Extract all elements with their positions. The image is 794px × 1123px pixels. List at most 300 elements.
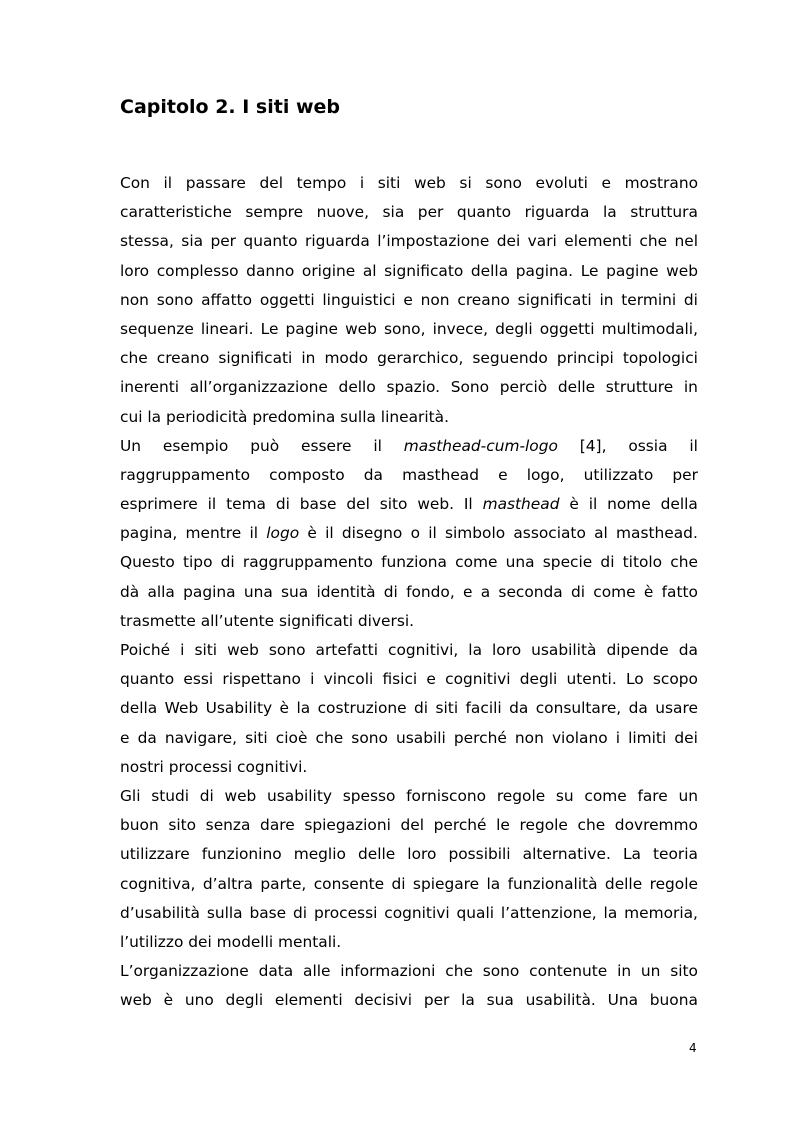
- word: sono,: [383, 319, 426, 338]
- chapter-title: Capitolo 2. I siti web: [120, 96, 341, 118]
- word: da: [137, 728, 157, 747]
- word: data: [258, 962, 294, 981]
- word: l’impostazione: [377, 232, 490, 251]
- word: usabili: [396, 728, 446, 747]
- word: significati: [218, 349, 293, 368]
- word: a: [480, 582, 491, 601]
- word: e: [463, 582, 473, 601]
- word: origine: [301, 261, 356, 280]
- word: L’organizzazione: [120, 962, 249, 981]
- text-line: [120, 724, 698, 753]
- word: usability: [267, 786, 332, 805]
- word: Con: [120, 174, 150, 192]
- word: del: [346, 495, 370, 514]
- word: web: [345, 319, 377, 338]
- word: per: [423, 991, 450, 1010]
- text-line: [120, 315, 698, 344]
- word: seguendo: [472, 349, 548, 368]
- word: cui la periodicità predomina sulla linearità.: [120, 407, 449, 426]
- word: siti: [435, 699, 459, 718]
- word: topologici: [622, 349, 698, 368]
- text-line: [120, 461, 698, 490]
- word: artefatti: [315, 641, 378, 659]
- word: buona: [649, 991, 698, 1010]
- word: in: [683, 378, 698, 397]
- word: il: [325, 524, 334, 543]
- word: e: [403, 290, 413, 309]
- word: cognitivi: [445, 670, 511, 689]
- word: utilizzare: [120, 845, 190, 864]
- word: regole: [649, 874, 698, 893]
- word: perché: [433, 816, 487, 835]
- word: consente: [313, 874, 385, 893]
- word: sua: [281, 582, 309, 601]
- word: navigare,: [164, 728, 237, 747]
- word: di: [199, 786, 214, 805]
- page-number: 4: [689, 1041, 697, 1055]
- word: la: [602, 203, 617, 222]
- word: oggetti: [259, 290, 315, 309]
- word: che: [315, 728, 344, 747]
- word: Le: [580, 261, 599, 280]
- word: web.: [417, 495, 455, 514]
- word: buon: [120, 816, 159, 835]
- word: loro: [407, 845, 437, 864]
- word: contenute: [529, 962, 608, 981]
- word: sequenze: [120, 319, 194, 338]
- word: tema: [226, 495, 266, 514]
- text-line: [120, 198, 698, 227]
- text-line: [120, 578, 698, 607]
- word: è: [163, 991, 174, 1010]
- word: stessa,: [120, 232, 174, 251]
- word: da: [509, 699, 529, 718]
- word: esempio: [162, 436, 229, 455]
- word: i: [310, 670, 315, 689]
- word: al: [362, 261, 377, 280]
- word: Usability: [205, 699, 273, 718]
- word: pagina: [183, 582, 236, 601]
- word: pagine: [285, 319, 338, 338]
- word: dare: [260, 816, 295, 835]
- word: del: [259, 174, 283, 192]
- word: Il: [463, 495, 473, 514]
- word: su: [555, 786, 574, 805]
- word: significato: [384, 261, 464, 280]
- word: specie: [542, 553, 593, 572]
- word: spiegazioni: [304, 816, 391, 835]
- word: teoria: [653, 845, 698, 864]
- word: nel: [674, 232, 698, 251]
- word: nuove,: [316, 203, 369, 222]
- word: sito: [379, 495, 408, 514]
- word: alternative.: [522, 845, 611, 864]
- word: delle: [557, 378, 596, 397]
- word: creano: [156, 349, 210, 368]
- word: Gli: [120, 786, 141, 805]
- word: degli: [225, 991, 264, 1010]
- word: identità: [316, 582, 376, 601]
- word: cioè: [275, 728, 308, 747]
- word: pagina.: [515, 261, 574, 280]
- word: delle: [604, 874, 643, 893]
- word: e: [426, 670, 436, 689]
- word: spazio.: [386, 378, 441, 397]
- word: vari: [527, 232, 557, 251]
- word: siti: [377, 174, 401, 192]
- word: sia: [181, 232, 204, 251]
- word: sito: [670, 962, 698, 981]
- word: usabilità: [531, 641, 597, 659]
- word: il: [689, 436, 698, 455]
- text-line: [120, 870, 698, 899]
- word: in: [599, 290, 614, 309]
- word: d’altra: [202, 874, 253, 893]
- text-line: [120, 694, 698, 723]
- word: fondo,: [406, 582, 455, 601]
- word: processi: [313, 903, 378, 922]
- word: della: [660, 495, 698, 514]
- word: base: [249, 903, 287, 922]
- word: sono: [485, 174, 522, 192]
- word: disegno: [341, 524, 403, 543]
- word: in: [617, 962, 632, 981]
- word: degli: [519, 670, 558, 689]
- word: per: [210, 232, 237, 251]
- word: regole: [496, 786, 546, 805]
- word: alle: [303, 962, 331, 981]
- word: dipende: [606, 641, 669, 659]
- word: sia: [382, 203, 405, 222]
- word: che: [445, 962, 473, 981]
- text-line: [120, 986, 698, 1015]
- text-line: [120, 811, 698, 840]
- word: perché: [453, 728, 507, 747]
- text-line: [120, 607, 698, 636]
- word: sempre: [245, 203, 304, 222]
- word: rispettano: [222, 670, 301, 689]
- word: composto: [269, 465, 345, 484]
- word: quali: [456, 903, 495, 922]
- word: nome: [607, 495, 651, 514]
- text-line: [120, 373, 698, 402]
- text-line: [120, 519, 698, 548]
- word: meglio: [293, 845, 346, 864]
- word: il: [588, 495, 598, 514]
- word: da: [363, 465, 383, 484]
- word: alla: [147, 582, 175, 601]
- word: che: [120, 349, 148, 368]
- word: associato: [513, 524, 586, 543]
- word: La: [622, 845, 641, 864]
- word: di: [293, 903, 308, 922]
- word: web: [666, 261, 698, 280]
- word: i: [180, 641, 185, 659]
- word: il: [163, 174, 173, 192]
- word: del: [400, 816, 424, 835]
- text-line: [120, 928, 698, 957]
- word: evoluti: [535, 174, 588, 192]
- word: la: [468, 641, 483, 659]
- word: della: [120, 699, 158, 718]
- text-line: [120, 286, 698, 315]
- word: dei: [496, 232, 521, 251]
- word: di: [391, 874, 406, 893]
- word: di: [683, 290, 698, 309]
- word: non: [514, 728, 544, 747]
- word: senza: [205, 816, 251, 835]
- word: web: [120, 991, 152, 1010]
- word: masthead: [482, 495, 560, 514]
- word: caratteristiche: [120, 203, 232, 222]
- word: un: [678, 786, 698, 805]
- word: mentre: [185, 524, 242, 543]
- word: creano: [457, 290, 510, 309]
- text-line: [120, 257, 698, 286]
- word: base: [299, 495, 337, 514]
- word: come: [593, 582, 636, 601]
- word: pagine: [606, 261, 659, 280]
- word: pagina,: [120, 524, 178, 543]
- word: vincoli: [323, 670, 374, 689]
- word: tipo: [182, 553, 213, 572]
- word: la: [486, 874, 501, 893]
- word: è: [307, 524, 317, 543]
- word: [4],: [579, 436, 607, 455]
- word: loro: [120, 261, 150, 280]
- word: limiti: [628, 728, 667, 747]
- word: il: [207, 495, 217, 514]
- word: sono: [268, 641, 306, 659]
- word: raggruppamento: [120, 465, 251, 484]
- word: tempo: [296, 174, 347, 192]
- word: di: [275, 495, 290, 514]
- word: quanto: [243, 232, 298, 251]
- word: Poiché: [120, 641, 171, 659]
- word: Web: [164, 699, 199, 718]
- word: scopo: [652, 670, 698, 689]
- word: loro: [492, 641, 522, 659]
- word: per: [417, 203, 444, 222]
- word: affatto: [201, 290, 253, 309]
- word: mostrano: [624, 174, 698, 192]
- word: termini: [621, 290, 677, 309]
- word: i: [615, 728, 621, 747]
- word: web: [413, 174, 446, 192]
- word: utenti.: [566, 670, 617, 689]
- word: al: [594, 524, 608, 543]
- word: funziona: [381, 553, 447, 572]
- word: elementi: [564, 232, 632, 251]
- word: violano: [551, 728, 608, 747]
- word: memoria,: [624, 903, 698, 922]
- word: multimodali,: [601, 319, 698, 338]
- word: Lo: [625, 670, 644, 689]
- body-text: [120, 169, 698, 1015]
- word: spesso: [342, 786, 396, 805]
- text-line: [120, 957, 698, 986]
- text-line: [120, 403, 698, 432]
- text-line: [120, 227, 698, 256]
- text-line: [120, 753, 698, 782]
- word: e: [498, 465, 508, 484]
- word: che: [670, 553, 698, 572]
- word: una: [243, 582, 273, 601]
- word: spiegare: [412, 874, 480, 893]
- word: la: [461, 991, 475, 1010]
- word: come: [584, 786, 627, 805]
- word: fatto: [661, 582, 698, 601]
- word: riguarda: [524, 203, 590, 222]
- word: web: [224, 786, 257, 805]
- word: elementi: [274, 991, 343, 1010]
- word: è: [279, 699, 290, 718]
- word: sono: [351, 728, 388, 747]
- word: web: [227, 641, 259, 659]
- word: uno: [184, 991, 214, 1010]
- word: per: [672, 465, 698, 484]
- word: inerenti: [120, 378, 180, 397]
- text-line: [120, 636, 698, 665]
- word: le: [496, 816, 510, 835]
- word: che: [577, 816, 606, 835]
- word: quanto: [456, 203, 512, 222]
- text-line: [120, 432, 698, 461]
- word: è: [643, 582, 654, 601]
- word: usabilità.: [525, 991, 596, 1010]
- word: danno: [246, 261, 295, 280]
- text-line: [120, 899, 698, 928]
- word: informazioni: [340, 962, 436, 981]
- word: studi: [151, 786, 190, 805]
- word: invece,: [432, 319, 488, 338]
- word: in: [301, 349, 316, 368]
- word: può: [250, 436, 280, 455]
- word: il: [249, 524, 259, 543]
- word: dei: [674, 728, 698, 747]
- text-line: [120, 169, 698, 198]
- word: utilizzato: [583, 465, 654, 484]
- word: si: [459, 174, 472, 192]
- word: facili: [465, 699, 502, 718]
- word: delle: [357, 845, 396, 864]
- word: costruzione: [317, 699, 407, 718]
- word: essi: [183, 670, 214, 689]
- word: funzionino: [201, 845, 282, 864]
- word: Un: [120, 436, 142, 455]
- word: la: [296, 699, 311, 718]
- word: strutture: [605, 378, 674, 397]
- word: regole: [519, 816, 568, 835]
- word: struttura: [630, 203, 698, 222]
- word: quanto: [120, 670, 175, 689]
- word: da: [678, 641, 698, 659]
- text-line: [120, 840, 698, 869]
- word: Una: [607, 991, 639, 1010]
- word: dovremmo: [614, 816, 698, 835]
- word: non: [420, 290, 450, 309]
- word: linguistici: [322, 290, 396, 309]
- word: siti: [194, 641, 218, 659]
- word: perciò: [499, 378, 548, 397]
- word: l’attenzione,: [500, 903, 597, 922]
- text-line: [120, 490, 698, 519]
- word: logo: [266, 524, 300, 543]
- word: decisivi: [354, 991, 413, 1010]
- word: da: [628, 699, 648, 718]
- word: masthead: [402, 465, 479, 484]
- text-line: [120, 344, 698, 373]
- word: essere: [301, 436, 352, 455]
- word: seconda: [498, 582, 563, 601]
- word: trasmette all’utente significati diversi.: [120, 611, 415, 630]
- word: e: [120, 728, 130, 747]
- word: ossia: [628, 436, 668, 455]
- word: forniscono: [406, 786, 487, 805]
- word: siti: [245, 728, 268, 747]
- word: parte,: [260, 874, 307, 893]
- word: fisici: [382, 670, 418, 689]
- word: il: [373, 436, 382, 455]
- word: sono: [156, 290, 194, 309]
- word: usare: [655, 699, 698, 718]
- word: possibili: [448, 845, 511, 864]
- word: di: [383, 582, 398, 601]
- word: complesso: [156, 261, 239, 280]
- word: di: [600, 553, 615, 572]
- word: degli: [495, 319, 533, 338]
- word: cognitivi: [384, 903, 450, 922]
- word: masthead-cum-logo: [403, 436, 558, 455]
- word: o: [410, 524, 420, 543]
- word: è: [569, 495, 579, 514]
- word: Sono: [450, 378, 490, 397]
- word: sulla: [206, 903, 243, 922]
- word: di: [414, 699, 429, 718]
- word: una: [505, 553, 535, 572]
- word: d’usabilità: [120, 903, 200, 922]
- text-line: [120, 548, 698, 577]
- word: raggruppamento: [242, 553, 373, 572]
- word: logo,: [526, 465, 565, 484]
- word: la: [603, 903, 618, 922]
- word: oggetti: [539, 319, 595, 338]
- word: sono: [482, 962, 520, 981]
- word: di: [571, 582, 586, 601]
- word: passare: [185, 174, 246, 192]
- word: significati: [517, 290, 592, 309]
- word: consultare,: [535, 699, 622, 718]
- word: fare: [637, 786, 668, 805]
- word: cognitivi,: [388, 641, 459, 659]
- word: esprimere: [120, 495, 198, 514]
- word: della: [470, 261, 509, 280]
- word: nostri processi cognitivi.: [120, 757, 308, 776]
- word: sito: [168, 816, 197, 835]
- word: il: [428, 524, 437, 543]
- word: gerarchico,: [377, 349, 464, 368]
- word: all’organizzazione: [189, 378, 328, 397]
- word: come: [455, 553, 498, 572]
- word: titolo: [622, 553, 663, 572]
- word: cognitiva,: [120, 874, 196, 893]
- text-line: [120, 665, 698, 694]
- word: simbolo: [444, 524, 506, 543]
- word: riguarda: [305, 232, 370, 251]
- word: masthead.: [616, 524, 698, 543]
- word: Questo: [120, 553, 175, 572]
- word: principi: [556, 349, 614, 368]
